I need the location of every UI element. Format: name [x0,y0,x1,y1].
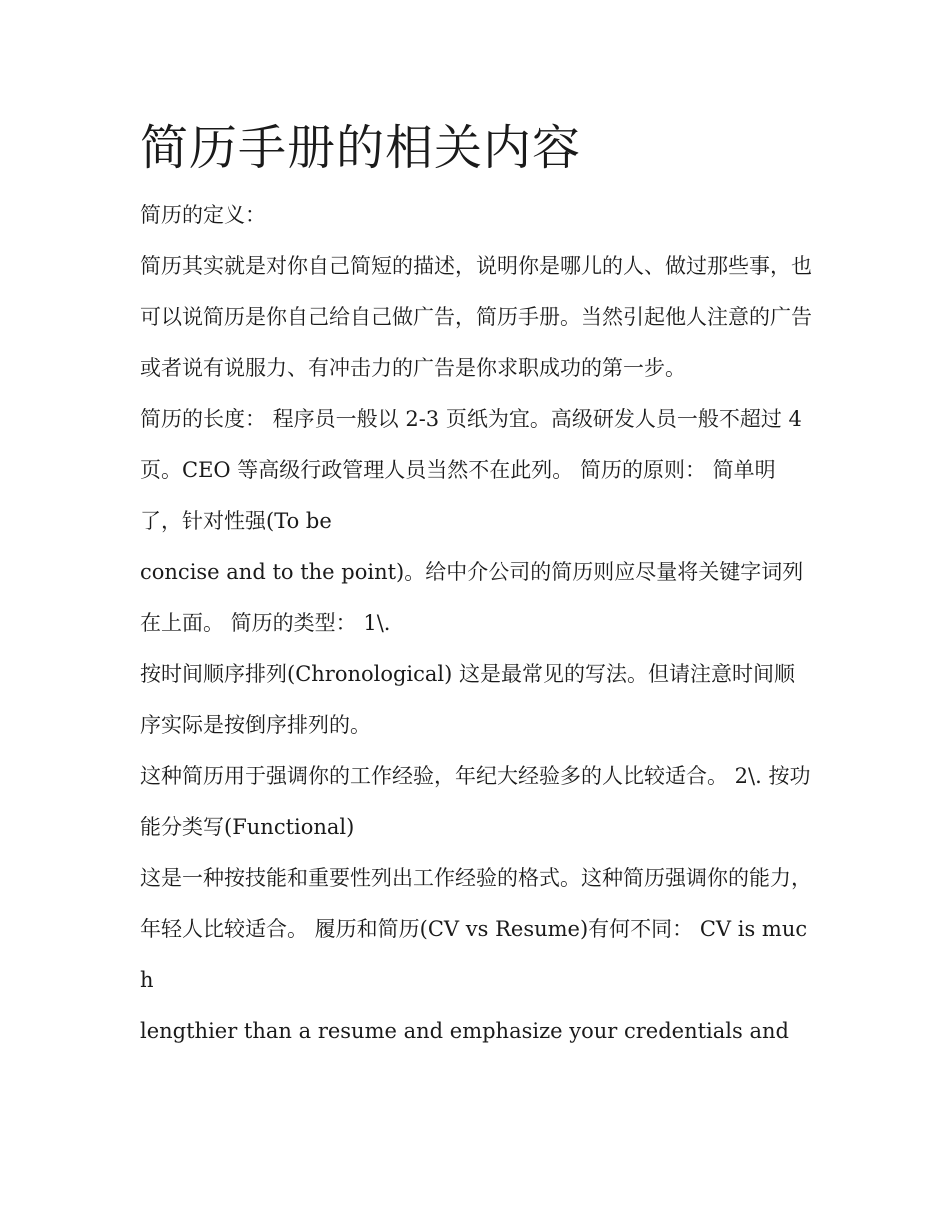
paragraph-concise-types: concise and to the point)。给中介公司的简历则应尽量将关键字词列在上面。 简历的类型： 1\. [140,560,804,635]
paragraph-length-principle: 简历的长度： 程序员一般以 2-3 页纸为宜。高级研发人员一般不超过 4 页。CEO 等高级行政管理人员当然不在此列。 简历的原则： 简单明了，针对性强(To be [140,407,802,533]
document-page [140,112,812,1057]
paragraph-definition-label: 简历的定义： [140,203,266,227]
paragraph-experience-functional: 这种简历用于强调你的工作经验，年纪大经验多的人比较适合。 2\. 按功能分类写(Functional) [140,764,811,839]
paragraph-cv-continued: lengthier than a resume and emphasize your credentials and [140,1019,789,1043]
paragraph-functional-cv: 这是一种按技能和重要性列出工作经验的格式。这种简历强调你的能力，年轻人比较适合。 履历和简历(CV vs Resume)有何不同： CV is much [140,866,812,992]
paragraph-definition: 简历其实就是对你自己简短的描述，说明你是哪儿的人、做过那些事，也可以说简历是你自己给自己做广告，简历手册。当然引起他人注意的广告或者说有说服力、有冲击力的广告是你求职成功的第一步。 [140,254,812,380]
document-title: 简历手册的相关内容 [140,120,582,176]
paragraph-chronological: 按时间顺序排列(Chronological) 这是最常见的写法。但请注意时间顺序实际是按倒序排列的。 [140,662,796,737]
